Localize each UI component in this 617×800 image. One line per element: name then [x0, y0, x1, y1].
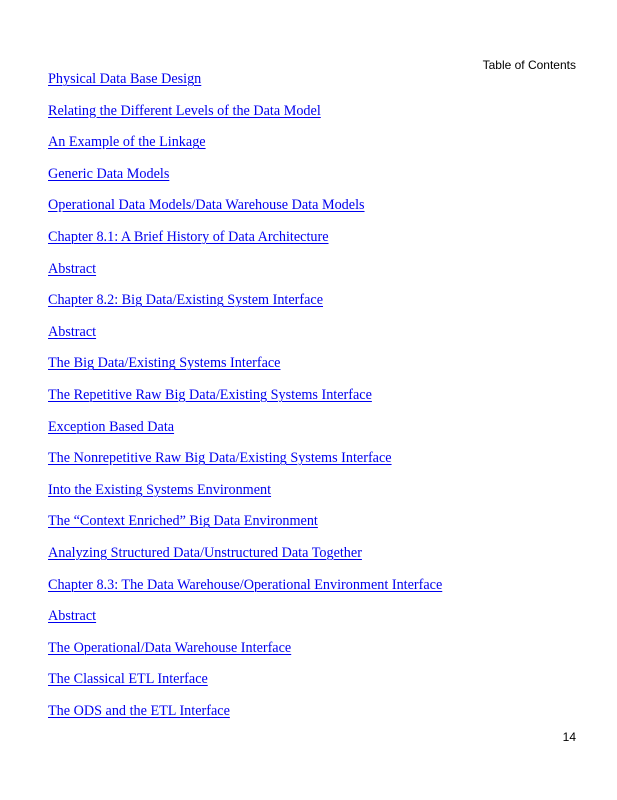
toc-entry	[48, 321, 442, 353]
toc-entry	[48, 700, 442, 732]
toc-link-operational-dw-interface[interactable]: The Operational/Data Warehouse Interface	[48, 639, 292, 656]
toc-link-ods-etl-interface[interactable]: The ODS and the ETL Interface	[48, 702, 230, 719]
toc-entry	[48, 131, 442, 163]
toc-link-abstract-8-3[interactable]: Abstract	[48, 608, 97, 625]
toc-link-abstract-8-1[interactable]: Abstract	[48, 260, 97, 277]
toc-entry	[48, 605, 442, 637]
toc-link-exception-based-data[interactable]: Exception Based Data	[48, 418, 175, 435]
toc-entry	[48, 416, 442, 448]
toc-entry	[48, 68, 442, 100]
toc-link-generic-data-models[interactable]: Generic Data Models	[48, 165, 170, 182]
toc-link-operational-dw-data-models[interactable]: Operational Data Models/Data Warehouse Data Models	[48, 197, 365, 214]
toc-link-chapter-8-1[interactable]: Chapter 8.1: A Brief History of Data Architecture	[48, 228, 329, 245]
toc-entry	[48, 258, 442, 290]
toc-link-chapter-8-3[interactable]: Chapter 8.3: The Data Warehouse/Operational Environment Interface	[48, 576, 443, 593]
table-of-contents	[48, 68, 442, 731]
toc-entry	[48, 194, 442, 226]
page-number: 14	[562, 730, 576, 744]
toc-link-example-linkage[interactable]: An Example of the Linkage	[48, 134, 206, 151]
toc-link-relating-levels[interactable]: Relating the Different Levels of the Data Model	[48, 102, 321, 119]
toc-entry	[48, 668, 442, 700]
toc-entry	[48, 100, 442, 132]
toc-link-analyzing-structured-unstructured[interactable]: Analyzing Structured Data/Unstructured Data Together	[48, 544, 362, 561]
toc-link-nonrepetitive-raw-big-data[interactable]: The Nonrepetitive Raw Big Data/Existing Systems Interface	[48, 450, 392, 467]
toc-entry	[48, 226, 442, 258]
toc-link-context-enriched[interactable]: The “Context Enriched” Big Data Environment	[48, 513, 318, 530]
toc-link-big-data-existing-systems[interactable]: The Big Data/Existing Systems Interface	[48, 355, 281, 372]
toc-link-existing-systems-environment[interactable]: Into the Existing Systems Environment	[48, 481, 272, 498]
toc-link-repetitive-raw-big-data[interactable]: The Repetitive Raw Big Data/Existing Systems Interface	[48, 386, 372, 403]
toc-link-physical-data-base-design[interactable]: Physical Data Base Design	[48, 71, 202, 87]
toc-entry	[48, 352, 442, 384]
toc-link-abstract-8-2[interactable]: Abstract	[48, 323, 97, 340]
toc-entry	[48, 510, 442, 542]
running-header: Table of Contents	[482, 58, 576, 72]
toc-entry	[48, 479, 442, 511]
toc-entry	[48, 289, 442, 321]
toc-entry	[48, 447, 442, 479]
toc-entry	[48, 542, 442, 574]
toc-entry	[48, 637, 442, 669]
toc-link-classical-etl-interface[interactable]: The Classical ETL Interface	[48, 671, 208, 688]
toc-entry	[48, 163, 442, 195]
toc-entry	[48, 574, 442, 606]
toc-entry	[48, 384, 442, 416]
toc-link-chapter-8-2[interactable]: Chapter 8.2: Big Data/Existing System Interface	[48, 292, 324, 309]
